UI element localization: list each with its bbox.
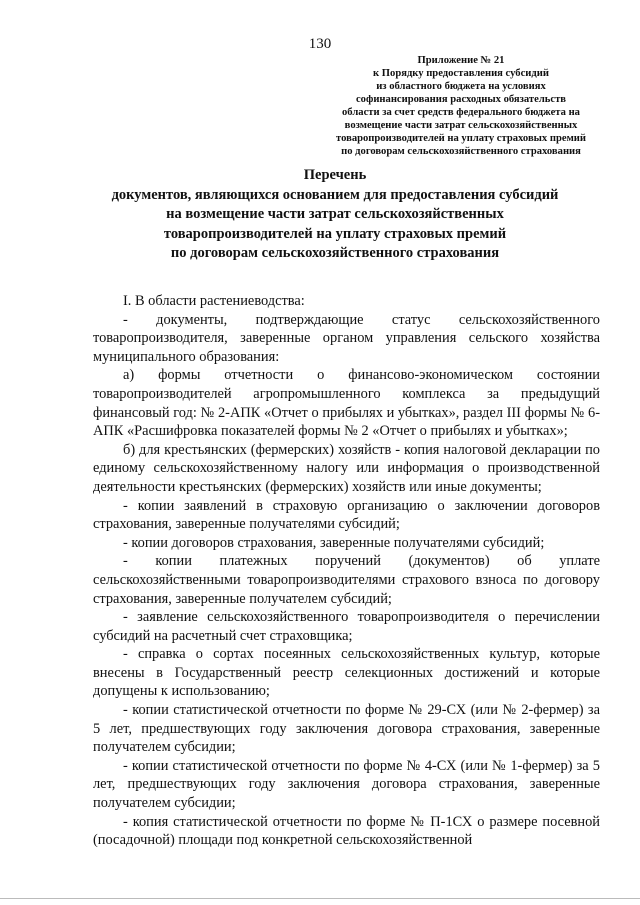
list-item: - копии платежных поручений (документов) об уплате сельскохозяйственными товаропроизводителями страхового взноса по договору страхования, заверенные получателем субсидий;	[93, 553, 600, 607]
appendix-line: к Порядку предоставления субсидий	[373, 68, 549, 79]
list-item: - копии договоров страхования, заверенные получателями субсидий;	[123, 534, 545, 551]
list-item: - копии заявлений в страховую организацию о заключении договоров страхования, заверенные получателями субсидий;	[93, 497, 600, 533]
appendix-line: из областного бюджета на условиях	[376, 81, 546, 92]
appendix-line: области за счет средств федерального бюджета на	[342, 107, 580, 118]
section-heading: I. В области растениеводства:	[123, 293, 305, 309]
title-line: товаропроизводителей на уплату страховых премий	[163, 225, 507, 242]
list-item: - копия статистической отчетности по форме № П-1СХ о размере посевной (посадочной) площади под конкретной сельскохозяйственной	[93, 813, 600, 849]
scan-edge-divider	[0, 898, 640, 899]
title-line: по договорам сельскохозяйственного страхования	[170, 245, 500, 261]
list-item: - копии статистической отчетности по форме № 4-СХ (или № 1-фермер) за 5 лет, предшествующих году заключения договора страхования, заверенные получателем субсидии;	[93, 757, 600, 812]
document-body	[93, 292, 600, 850]
list-item: а) формы отчетности о финансово-экономическом состоянии товаропроизводителей агропромышленного комплекса за предыдущий финансовый год: № 2-АПК «Отчет о прибылях и убытках», раздел III формы № 6-АПК «Расшифровка показателей формы № 2 «Отчет о прибылях и убытках»;	[93, 367, 600, 440]
appendix-line: Приложение № 21	[417, 55, 505, 66]
appendix-line: возмещение части затрат сельскохозяйственных	[344, 120, 578, 131]
title-line: документов, являющихся основанием для предоставления субсидий	[111, 186, 559, 203]
title-line: Перечень	[303, 167, 367, 183]
list-item: - копии статистической отчетности по форме № 29-СХ (или № 2-фермер) за 5 лет, предшествующих году заключения договора страхования, заверенные получателем субсидии;	[93, 702, 600, 756]
appendix-header	[316, 54, 606, 158]
page-number: 130	[308, 36, 332, 52]
appendix-line: по договорам сельскохозяйственного страхования	[341, 146, 581, 157]
list-item: - документы, подтверждающие статус сельскохозяйственного товаропроизводителя, заверенные органом управления сельского хозяйства муниципального образования:	[93, 311, 600, 365]
document-title	[60, 166, 610, 264]
list-item: - заявление сельскохозяйственного товаропроизводителя о перечислении субсидий на расчетный счет страховщика;	[93, 609, 600, 644]
list-item: - справка о сортах посеянных сельскохозяйственных культур, которые внесены в Государственный реестр селекционных достижений и которые допущены к использованию;	[93, 646, 600, 700]
list-item: б) для крестьянских (фермерских) хозяйств - копия налоговой декларации по единому сельскохозяйственному налогу или информация о производственной деятельности крестьянских (фермерских) хозяйств или иные документы;	[93, 441, 600, 495]
appendix-line: товаропроизводителей на уплату страховых премий	[336, 133, 586, 144]
title-line: на возмещение части затрат сельскохозяйственных	[166, 206, 504, 222]
appendix-line: софинансирования расходных обязательств	[355, 94, 566, 105]
